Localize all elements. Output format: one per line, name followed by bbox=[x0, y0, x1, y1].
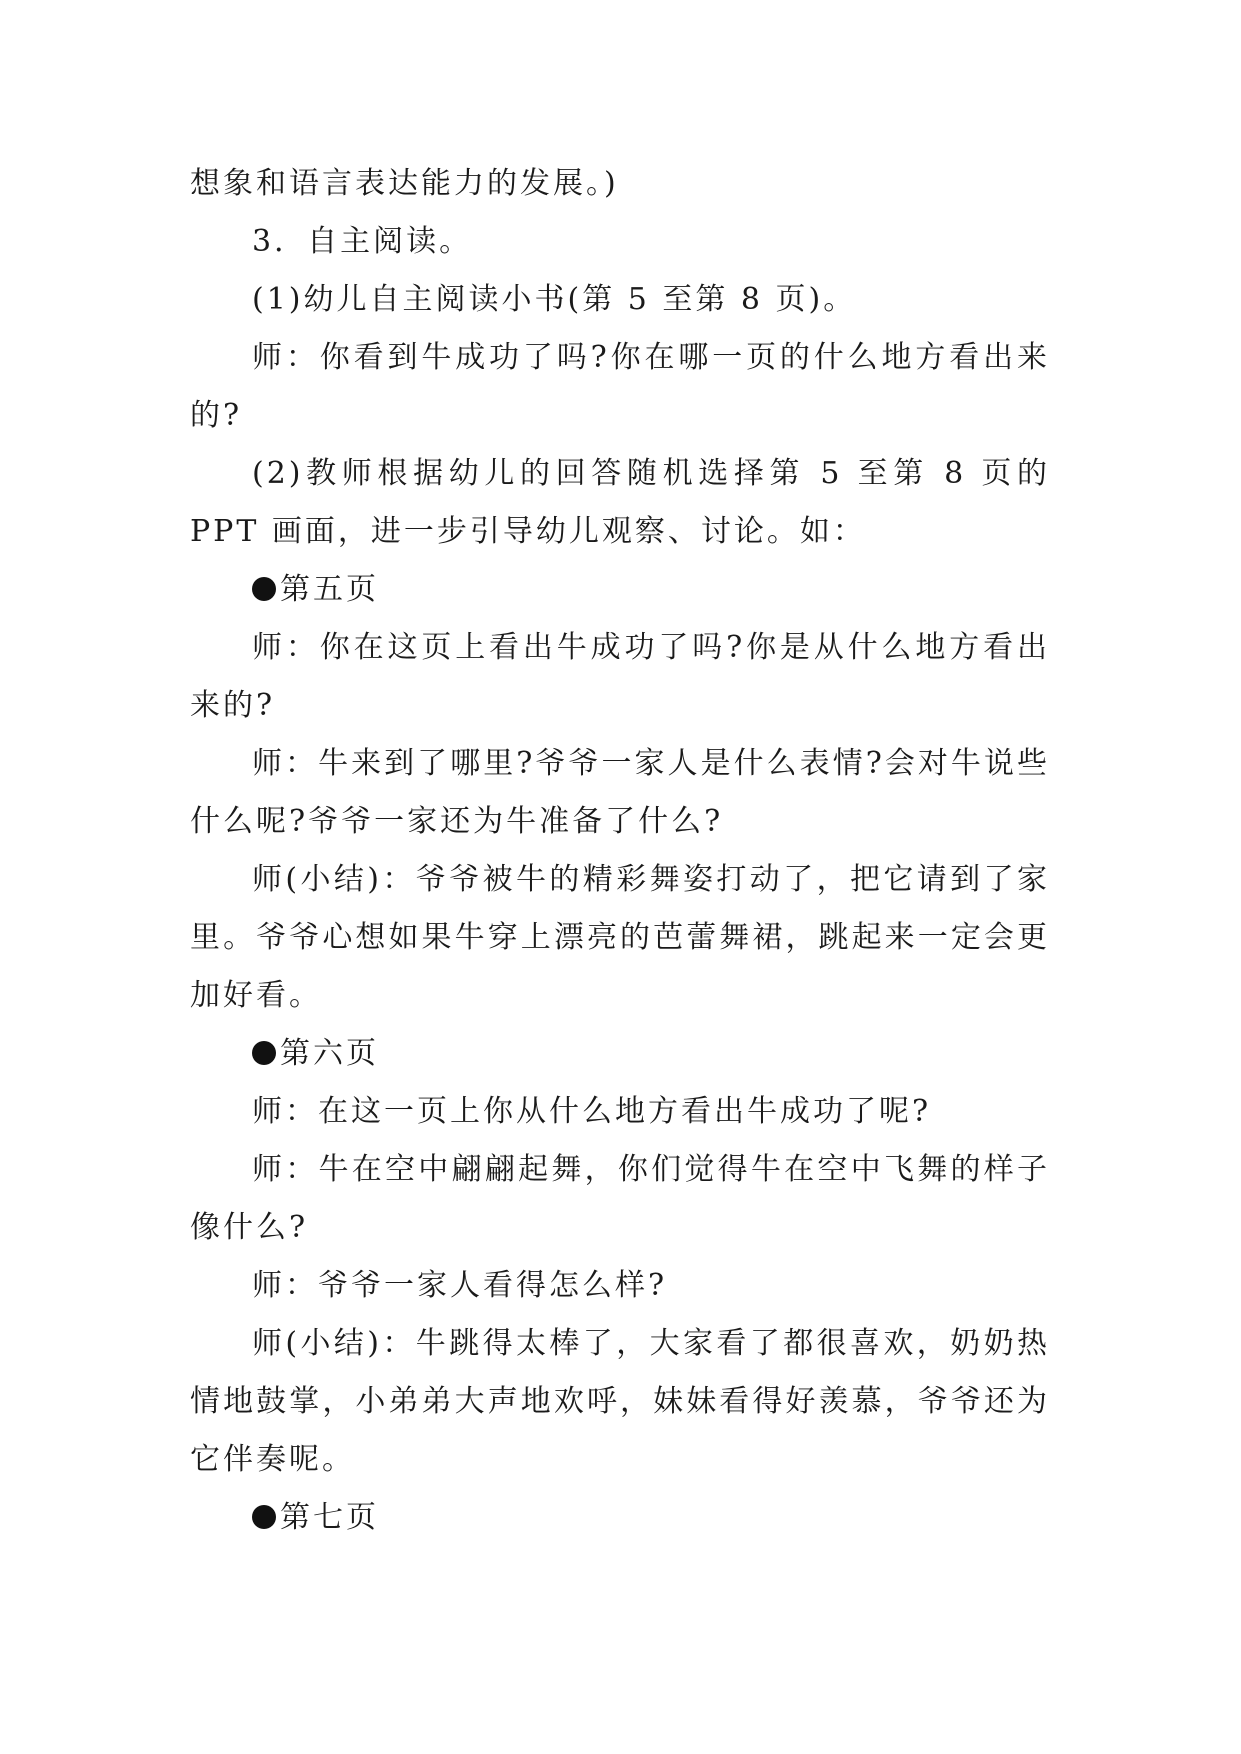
paragraph-teacher-question: 师：在这一页上你从什么地方看出牛成功了呢? bbox=[252, 1094, 932, 1129]
paragraph-teacher-question: 师：牛来到了哪里?爷爷一家人是什么表情?会对牛说些什么呢?爷爷一家还为牛准备了什么? bbox=[190, 746, 1050, 839]
bullet-icon bbox=[252, 577, 276, 601]
paragraph-teacher-summary: 师(小结)：爷爷被牛的精彩舞姿打动了，把它请到了家里。爷爷心想如果牛穿上漂亮的芭蕾舞裙，跳起来一定会更加好看。 bbox=[190, 862, 1050, 1013]
bullet-heading-page-7 bbox=[190, 1489, 1050, 1547]
bullet-icon bbox=[252, 1041, 276, 1065]
bullet-heading-label: 第七页 bbox=[280, 1500, 379, 1535]
paragraph-teacher-summary: 师(小结)：牛跳得太棒了，大家看了都很喜欢，奶奶热情地鼓掌，小弟弟大声地欢呼，妹妹看得好羡慕，爷爷还为它伴奏呢。 bbox=[190, 1326, 1050, 1477]
paragraph-teacher-question: 师：你看到牛成功了吗?你在哪一页的什么地方看出来的? bbox=[190, 340, 1050, 433]
bullet-heading-page-6 bbox=[190, 1025, 1050, 1083]
paragraph-teacher-question: 师：爷爷一家人看得怎么样? bbox=[252, 1268, 668, 1303]
section-heading-self-reading: 3．自主阅读。 bbox=[252, 224, 473, 259]
paragraph-step-1: (1)幼儿自主阅读小书(第 5 至第 8 页)。 bbox=[252, 282, 857, 317]
bullet-heading-label: 第五页 bbox=[280, 572, 379, 607]
paragraph-intro-end: 想象和语言表达能力的发展。) bbox=[190, 166, 619, 201]
paragraph-step-2: (2)教师根据幼儿的回答随机选择第 5 至第 8 页的 PPT 画面，进一步引导幼儿观察、讨论。如： bbox=[190, 456, 1050, 549]
paragraph-teacher-question: 师：你在这页上看出牛成功了吗?你是从什么地方看出来的? bbox=[190, 630, 1050, 723]
body-text bbox=[190, 155, 1050, 1547]
bullet-heading-page-5 bbox=[190, 561, 1050, 619]
bullet-heading-label: 第六页 bbox=[280, 1036, 379, 1071]
bullet-icon bbox=[252, 1505, 276, 1529]
paragraph-teacher-question: 师：牛在空中翩翩起舞，你们觉得牛在空中飞舞的样子像什么? bbox=[190, 1152, 1050, 1245]
